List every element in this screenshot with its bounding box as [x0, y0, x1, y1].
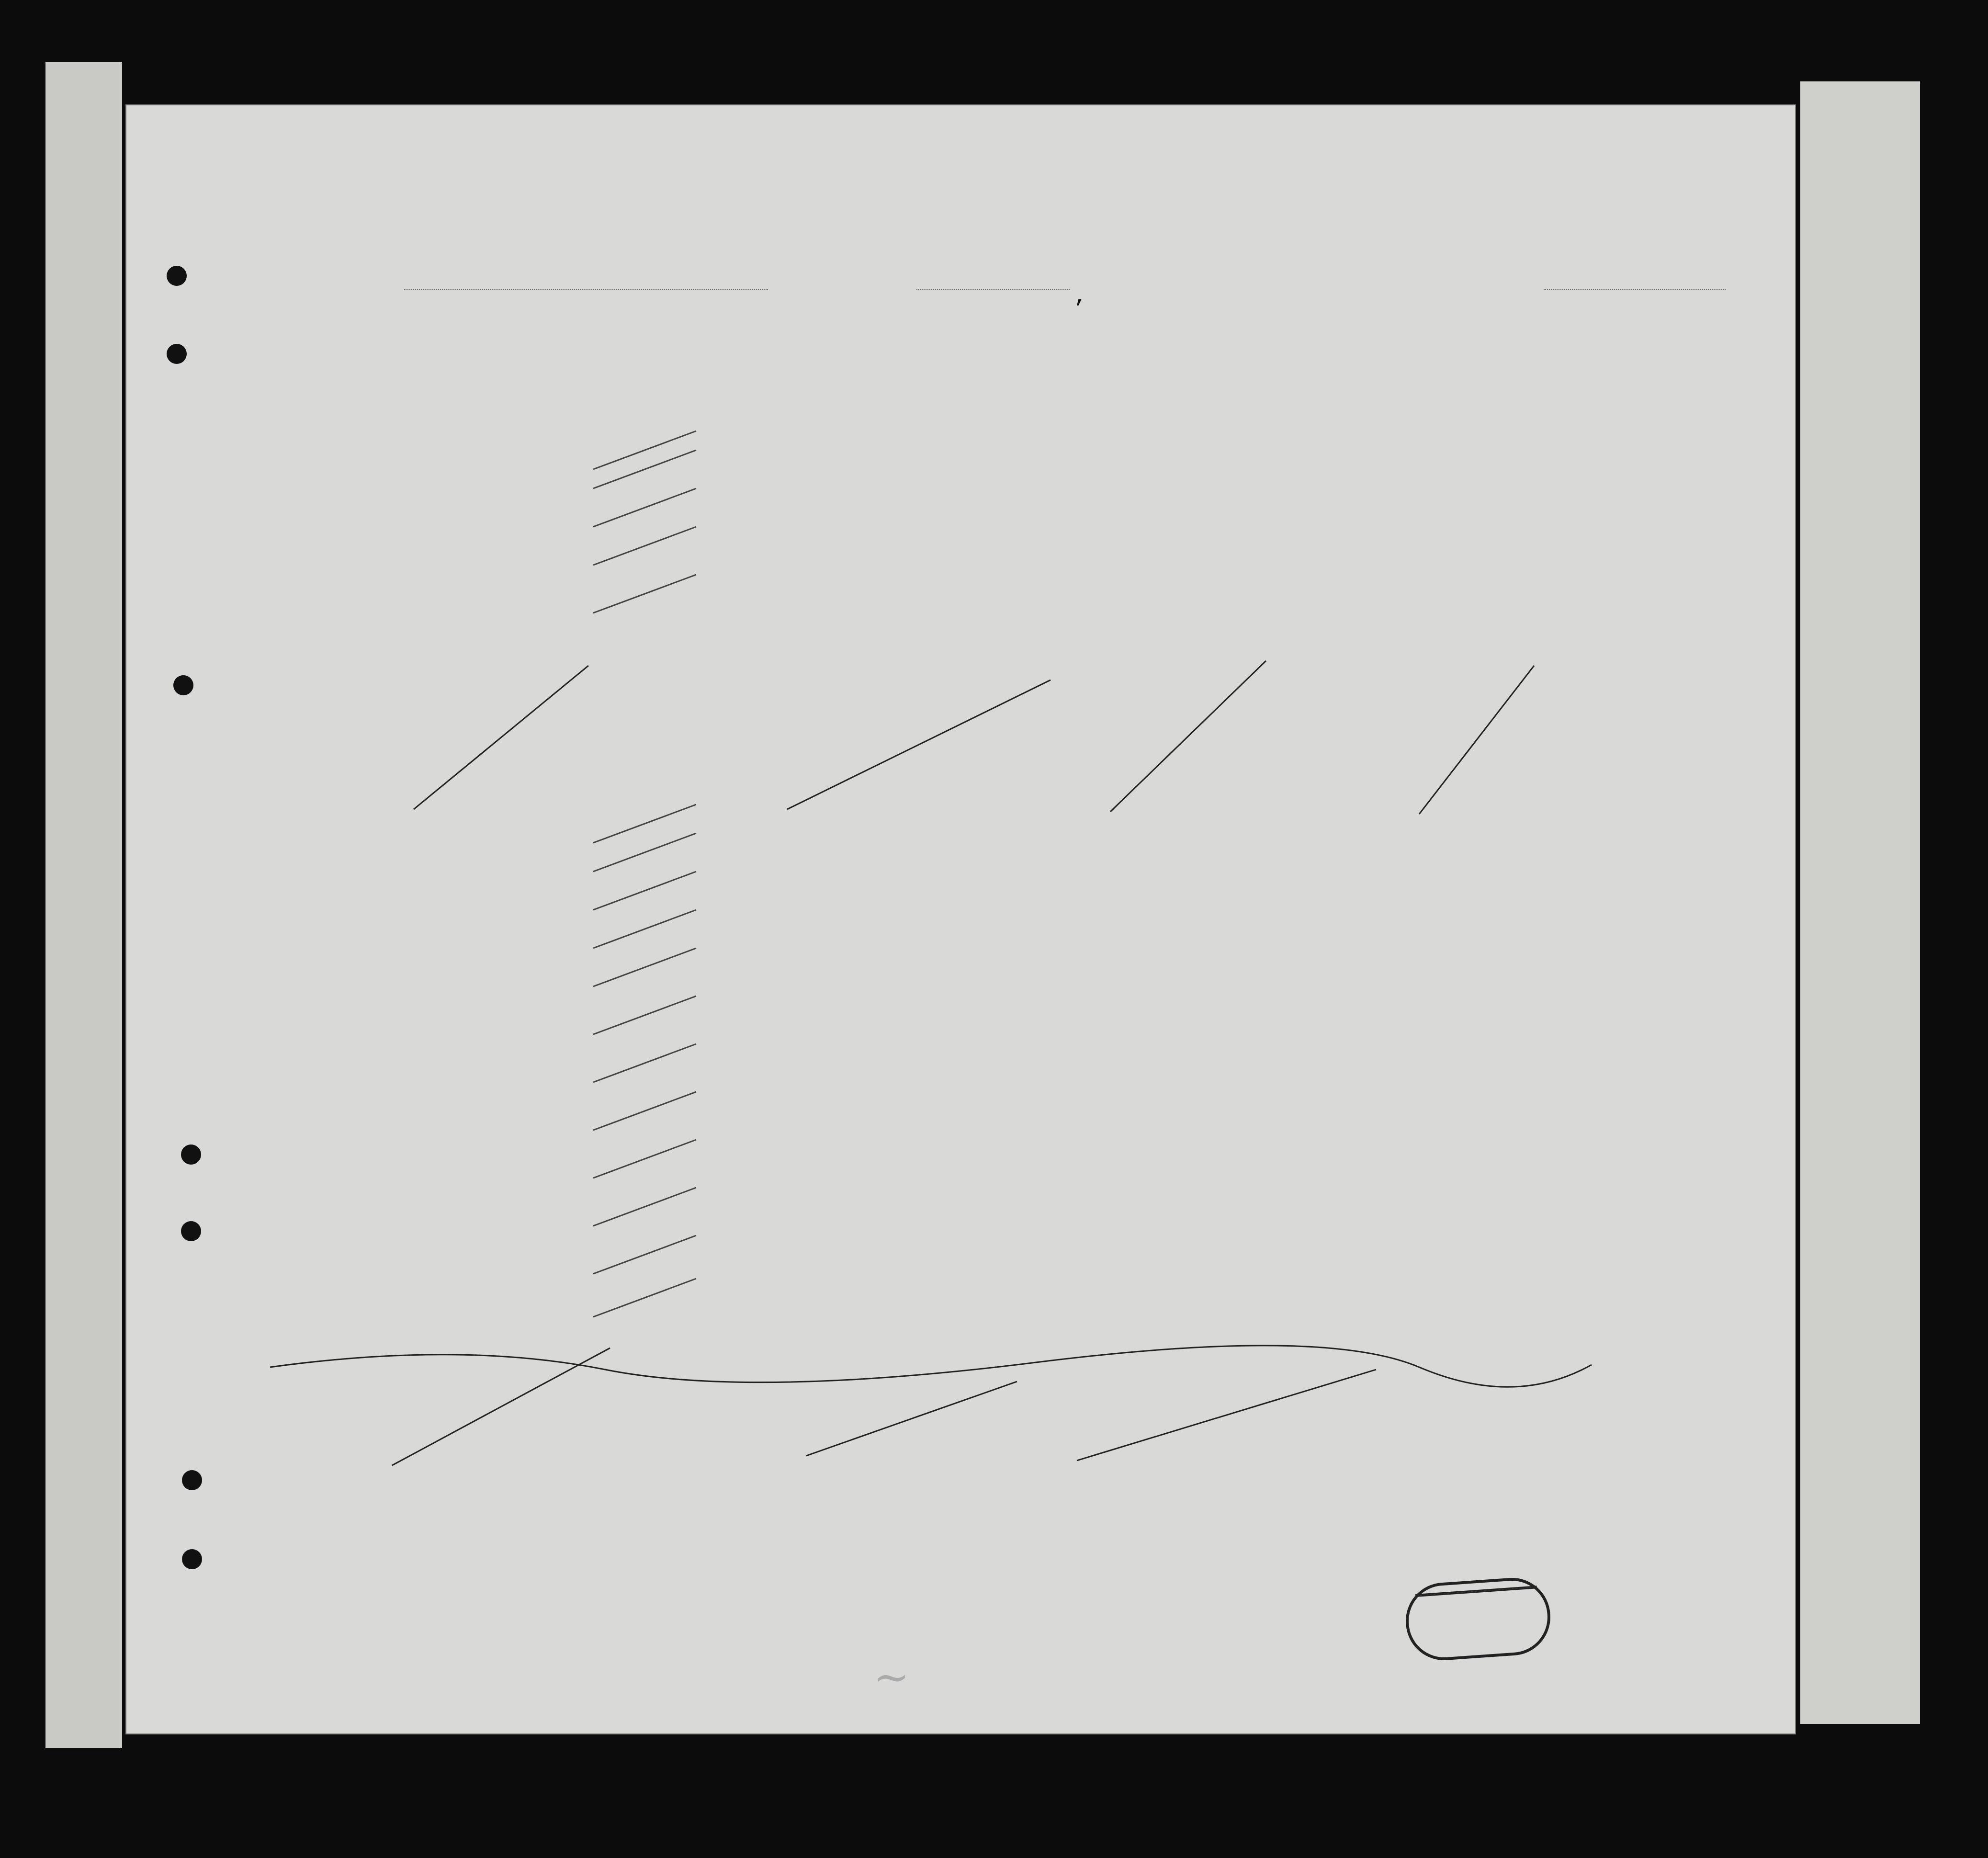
cancel-stroke-row-25	[270, 1346, 1592, 1387]
card-tick-13	[593, 872, 696, 910]
card-tick-5	[593, 575, 696, 613]
card-tick-3	[593, 488, 696, 527]
binding-hole	[182, 1470, 202, 1490]
card-tick-14	[593, 910, 696, 948]
cancel-stroke-age-7-10	[1110, 661, 1266, 812]
cancel-stroke-race-25-27	[1077, 1370, 1376, 1461]
card-tick-19	[593, 1140, 696, 1178]
stamp-line-2	[1415, 1586, 1537, 1597]
cancel-stroke-position-7-10	[787, 680, 1050, 809]
card-tick-4	[593, 527, 696, 565]
card-tick-22	[593, 1279, 696, 1317]
cancel-stroke-names-25-27	[392, 1348, 610, 1465]
binding-hole	[167, 266, 187, 286]
cancellation-strokes	[126, 105, 1795, 1733]
binding-hole	[173, 675, 193, 695]
card-tick-1	[593, 431, 696, 469]
card-tick-2	[593, 450, 696, 488]
card-tick-12	[593, 833, 696, 872]
binding-hole	[167, 344, 187, 364]
binding-hole	[182, 1549, 202, 1569]
card-tick-16	[593, 996, 696, 1034]
binding-hole	[181, 1221, 201, 1241]
binding-hole	[181, 1144, 201, 1165]
office-stamp	[1403, 1575, 1553, 1663]
card-tick-21	[593, 1235, 696, 1274]
card-tick-20	[593, 1188, 696, 1226]
cancel-stroke-nationality-7-10	[1419, 666, 1534, 814]
card-tick-18	[593, 1092, 696, 1130]
comma-sep: ,	[1074, 287, 1086, 308]
card-tick-15	[593, 948, 696, 986]
card-tick-17	[593, 1044, 696, 1082]
inspector-signature: ~	[873, 1652, 910, 1702]
manifest-page	[125, 104, 1796, 1734]
cancel-stroke-names-7-10	[414, 666, 588, 809]
card-tick-11	[593, 804, 696, 843]
backing-sheet-left	[45, 62, 122, 1748]
backing-sheet-right	[1800, 81, 1920, 1724]
cancel-stroke-position-25-27	[806, 1382, 1017, 1456]
